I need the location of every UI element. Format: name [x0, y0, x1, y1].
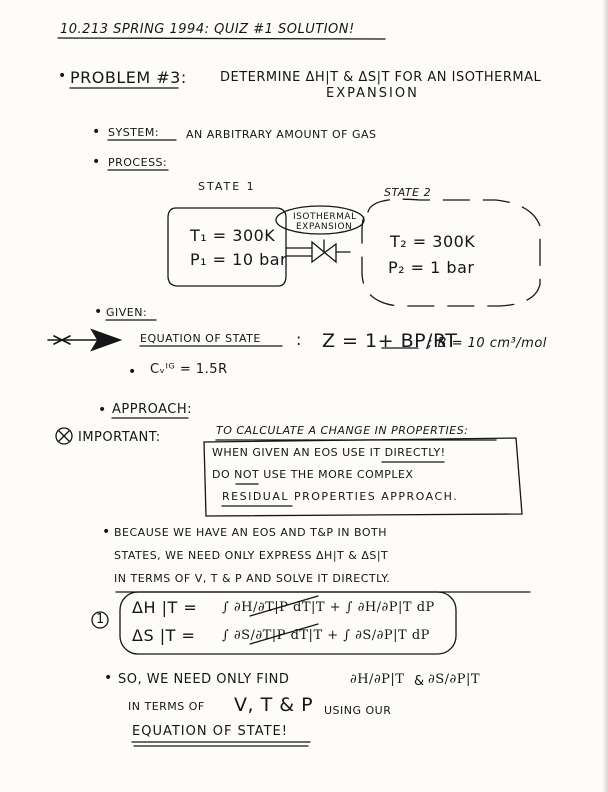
b-value: ; B = 10 cm³/mol: [428, 336, 547, 351]
state1-temperature: T₁ = 300K: [190, 226, 276, 245]
cv-ideal-gas: Cᵥᴵᴳ = 1.5R: [150, 362, 228, 377]
state1-pressure: P₁ = 10 bar: [190, 250, 288, 269]
approach-label: APPROACH:: [112, 402, 193, 417]
bullet-dot: •: [58, 68, 67, 84]
state2-pressure: P₂ = 1 bar: [388, 258, 475, 277]
conclusion-term-dh-dp: ∂H/∂P|T: [350, 672, 405, 687]
box-line-1: WHEN GIVEN AN EOS USE IT DIRECTLY!: [212, 446, 446, 459]
eos-colon: :: [296, 330, 302, 349]
state1-title: STATE 1: [198, 180, 256, 193]
bullet-dot: •: [104, 670, 113, 686]
system-text: AN ARBITRARY AMOUNT OF GAS: [186, 128, 377, 141]
conclusion-term-ds-dp: ∂S/∂P|T: [428, 672, 481, 687]
box-line-3: RESIDUAL PROPERTIES APPROACH.: [222, 490, 459, 503]
bullet-dot: •: [98, 402, 107, 418]
bullet-dot: •: [102, 524, 111, 540]
dh-lhs: ΔH |T =: [132, 598, 198, 617]
dh-rhs: ∫ ∂H/∂T|P dT|T + ∫ ∂H/∂P|T dP: [222, 600, 435, 615]
state2-temperature: T₂ = 300K: [390, 232, 476, 251]
ds-lhs: ΔS |T =: [132, 626, 196, 645]
important-label: IMPORTANT:: [78, 430, 161, 445]
ds-rhs: ∫ ∂S/∂T|P dT|T + ∫ ∂S/∂P|T dP: [222, 628, 430, 643]
conclusion-line-2b: V, T & P: [234, 694, 314, 716]
box-line-2: DO NOT USE THE MORE COMPLEX: [212, 468, 414, 481]
bullet-dot: •: [92, 154, 101, 170]
conclusion-line-2a: IN TERMS OF: [128, 700, 205, 713]
page-edge-shadow: [602, 0, 608, 792]
system-label: SYSTEM:: [108, 126, 160, 139]
bullet-dot: •: [94, 304, 103, 320]
bullet-dot: •: [128, 364, 137, 380]
because-line-3: IN TERMS OF V, T & P AND SOLVE IT DIRECTLY.: [114, 572, 391, 585]
conclusion-line-2c: USING OUR: [324, 704, 392, 717]
process-label: PROCESS:: [108, 156, 168, 169]
valve-label-1: ISOTHERMAL: [293, 212, 357, 222]
conclusion-line-3: EQUATION OF STATE!: [132, 724, 288, 739]
equation-number: 1: [96, 612, 105, 627]
because-line-1: BECAUSE WE HAVE AN EOS AND T&P IN BOTH: [114, 526, 388, 539]
conclusion-line-1: SO, WE NEED ONLY FIND: [118, 672, 290, 687]
eos-label: EQUATION OF STATE: [140, 332, 261, 345]
problem-task-line2: EXPANSION: [326, 86, 419, 101]
approach-goal: TO CALCULATE A CHANGE IN PROPERTIES:: [216, 424, 469, 437]
given-label: GIVEN:: [106, 306, 148, 319]
problem-task-line1: DETERMINE ΔH|T & ΔS|T FOR AN ISOTHERMAL: [220, 70, 542, 85]
problem-label: PROBLEM #3:: [70, 68, 187, 87]
state2-title: STATE 2: [384, 186, 432, 199]
bullet-dot: •: [92, 124, 101, 140]
eos-formula: Z = 1+ BP/RT: [322, 330, 458, 352]
because-line-2: STATES, WE NEED ONLY EXPRESS ΔH|T & ΔS|T: [114, 549, 389, 562]
valve-label-2: EXPANSION: [296, 222, 353, 232]
page-header: 10.213 SPRING 1994: QUIZ #1 SOLUTION!: [60, 22, 355, 37]
conclusion-ampersand: &: [414, 674, 425, 689]
